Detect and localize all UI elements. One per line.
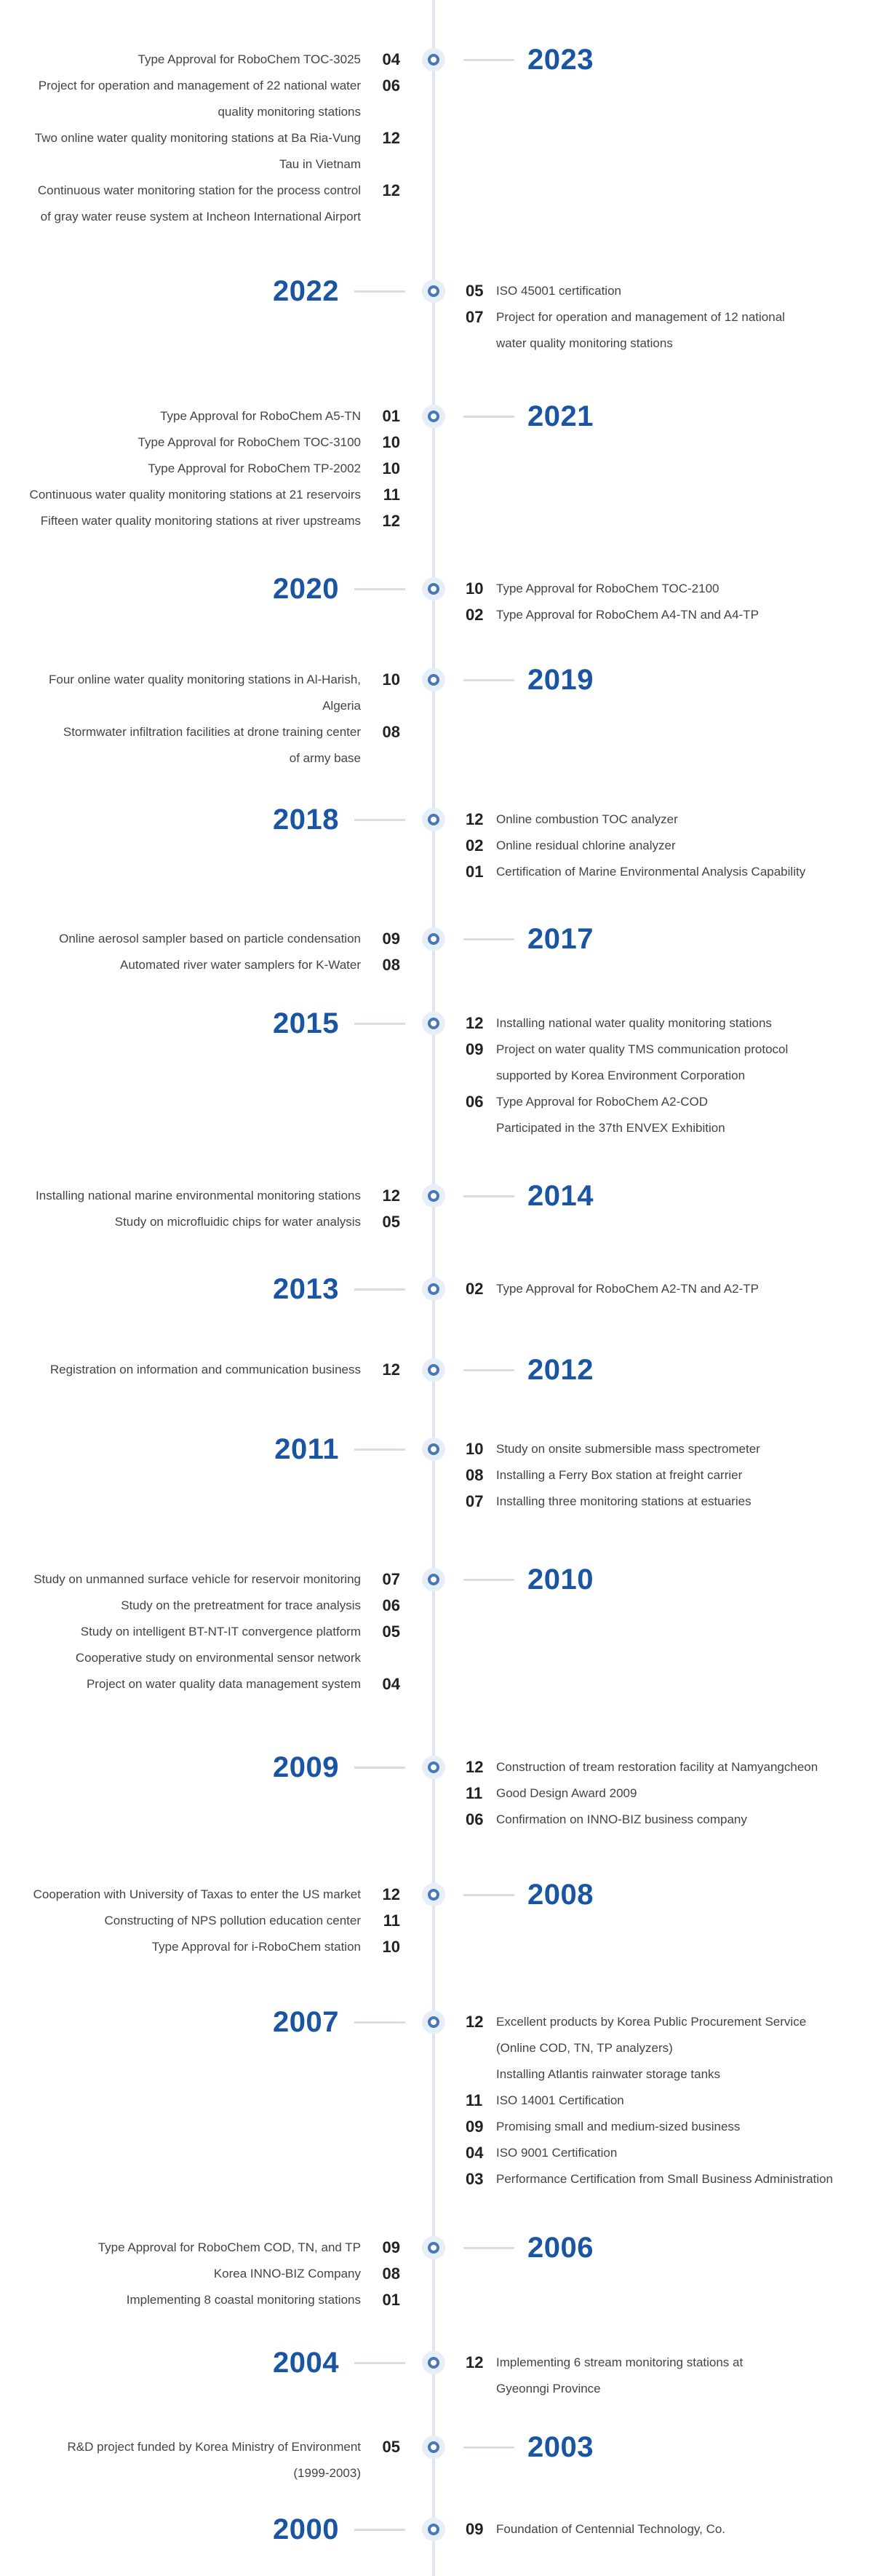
- event-item: [0, 125, 400, 178]
- event-item: [466, 1010, 873, 1037]
- event-text: Implementing 8 coastal monitoring stations: [126, 2293, 361, 2307]
- event-text: Continuous water monitoring station for the process control: [37, 183, 361, 197]
- event-item: [0, 508, 400, 534]
- timeline-dot: [422, 1883, 445, 1906]
- timeline-dot: [422, 927, 445, 951]
- event-text: Project on water quality data management system: [86, 1677, 361, 1691]
- year-label: 2010: [527, 1564, 594, 1596]
- timeline-dot: [422, 1012, 445, 1035]
- event-text: supported by Korea Environment Corporation: [496, 1069, 746, 1082]
- event-text: ISO 9001 Certification: [496, 2146, 618, 2160]
- event-month: 03: [466, 2170, 484, 2188]
- event-item: [466, 807, 873, 833]
- event-text: Type Approval for RoboChem TOC-3025: [137, 52, 361, 66]
- year-label: 2017: [527, 923, 594, 955]
- event-item: [0, 1934, 400, 1960]
- year-label: 2011: [274, 1433, 339, 1465]
- event-text: Construction of tream restoration facility at Namyangcheon: [496, 1760, 818, 1774]
- event-text: Installing national water quality monitoring stations: [496, 1016, 772, 1030]
- event-list: [466, 2516, 873, 2543]
- timeline-connector: [354, 588, 405, 590]
- event-item: [466, 1089, 873, 1141]
- event-month: 11: [466, 2091, 483, 2109]
- event-month: 07: [382, 1570, 400, 1588]
- event-text: Study on unmanned surface vehicle for reservoir monitoring: [33, 1572, 361, 1586]
- event-text: Type Approval for RoboChem A2-COD: [496, 1095, 709, 1109]
- timeline-connector: [463, 59, 514, 61]
- event-item: [0, 2261, 400, 2287]
- timeline-dot: [422, 405, 445, 428]
- event-month: 08: [382, 723, 400, 741]
- timeline-connector: [354, 2529, 405, 2531]
- event-text: Installing Atlantis rainwater storage tanks: [496, 2067, 721, 2081]
- event-text: (Online COD, TN, TP analyzers): [496, 2041, 673, 2055]
- event-month: 01: [382, 407, 400, 425]
- event-month: 09: [466, 1040, 484, 1058]
- event-text: Performance Certification from Small Business Administration: [496, 2172, 833, 2186]
- event-month: 06: [382, 1596, 400, 1614]
- year-label: 2021: [527, 400, 594, 432]
- event-item: [0, 456, 400, 482]
- event-item: [466, 2166, 873, 2192]
- timeline-connector: [354, 290, 405, 293]
- event-item: [0, 2235, 400, 2261]
- event-item: [0, 952, 400, 978]
- year-label: 2004: [273, 2347, 339, 2379]
- year-label: 2006: [527, 2232, 594, 2264]
- event-item: [0, 47, 400, 73]
- timeline-connector: [354, 2362, 405, 2364]
- year-label: 2013: [273, 1273, 339, 1305]
- event-text: ISO 14001 Certification: [496, 2093, 624, 2107]
- timeline-connector: [463, 2247, 514, 2249]
- event-text: Good Design Award 2009: [496, 1786, 637, 1800]
- event-text: Online combustion TOC analyzer: [496, 812, 678, 826]
- event-list: [0, 667, 400, 772]
- event-item: [0, 73, 400, 125]
- event-text: (1999-2003): [293, 2466, 361, 2480]
- event-item: [0, 1593, 400, 1619]
- event-item: [0, 2287, 400, 2313]
- timeline-dot: [422, 2518, 445, 2541]
- event-month: 10: [382, 670, 400, 689]
- event-month: 10: [466, 579, 484, 598]
- event-text: Type Approval for i-RoboChem station: [151, 1940, 361, 1954]
- event-list: [466, 1436, 873, 1515]
- event-list: [0, 1357, 400, 1383]
- event-text: of army base: [289, 751, 361, 765]
- event-month: 12: [466, 810, 484, 828]
- timeline-dot: [422, 2236, 445, 2259]
- event-item: [0, 1619, 400, 1645]
- event-text: Study on microfluidic chips for water analysis: [114, 1215, 361, 1229]
- event-item: [466, 1037, 873, 1089]
- year-label: 2022: [273, 275, 339, 307]
- event-month: 01: [466, 863, 484, 881]
- event-month: 12: [466, 1014, 484, 1032]
- event-text: Korea INNO-BIZ Company: [213, 2267, 361, 2280]
- event-item: [466, 1276, 873, 1302]
- event-item: [0, 1908, 400, 1934]
- event-item: [0, 482, 400, 508]
- event-item: [466, 2009, 873, 2088]
- event-month: 04: [382, 50, 400, 68]
- event-text: Stormwater infiltration facilities at drone training center: [63, 725, 361, 739]
- year-label: 2019: [527, 664, 594, 696]
- event-month: 05: [466, 282, 484, 300]
- event-text: Online aerosol sampler based on particle condensation: [59, 932, 361, 946]
- event-month: 12: [382, 1360, 400, 1379]
- event-text: Type Approval for RoboChem A4-TN and A4-TP: [496, 608, 759, 622]
- event-month: 07: [466, 308, 484, 326]
- event-month: 09: [382, 2238, 400, 2256]
- event-item: [466, 576, 873, 602]
- timeline-connector: [463, 1579, 514, 1581]
- event-item: [466, 2088, 873, 2114]
- event-month: 09: [382, 930, 400, 948]
- event-month: 12: [382, 181, 400, 199]
- event-text: Four online water quality monitoring stations in Al-Harish,: [49, 673, 361, 686]
- year-label: 2014: [527, 1180, 594, 1212]
- event-item: [0, 1566, 400, 1593]
- event-text: Certification of Marine Environmental Analysis Capability: [496, 865, 806, 879]
- timeline-connector: [463, 1369, 514, 1371]
- event-list: [466, 2009, 873, 2192]
- timeline-connector: [463, 2446, 514, 2449]
- event-text: Project for operation and management of 22 national water: [38, 79, 361, 92]
- timeline-dot: [422, 808, 445, 831]
- event-list: [466, 807, 873, 885]
- event-text: Type Approval for RoboChem A5-TN: [160, 409, 361, 423]
- event-text: quality monitoring stations: [218, 105, 361, 119]
- timeline-dot: [422, 2436, 445, 2459]
- event-text: Type Approval for RoboChem TOC-2100: [496, 582, 719, 595]
- year-label: 2023: [527, 44, 594, 76]
- event-text: Participated in the 37th ENVEX Exhibition: [496, 1121, 725, 1135]
- event-text: Tau in Vietnam: [279, 157, 361, 171]
- event-list: [0, 2434, 400, 2486]
- event-text: Type Approval for RoboChem A2-TN and A2-TP: [496, 1282, 759, 1296]
- event-item: [0, 403, 400, 429]
- event-item: [0, 178, 400, 230]
- event-text: Type Approval for RoboChem TOC-3100: [137, 435, 361, 449]
- event-item: [0, 1645, 400, 1671]
- event-month: 04: [382, 1675, 400, 1693]
- event-text: of gray water reuse system at Incheon International Airport: [40, 210, 361, 223]
- event-item: [466, 1489, 873, 1515]
- year-label: 2003: [527, 2431, 594, 2463]
- timeline-dot: [422, 280, 445, 303]
- event-text: Fifteen water quality monitoring stations at river upstreams: [40, 514, 361, 528]
- event-month: 08: [382, 956, 400, 974]
- timeline-dot: [422, 668, 445, 691]
- event-item: [0, 1357, 400, 1383]
- event-list: [466, 1010, 873, 1141]
- event-item: [466, 1462, 873, 1489]
- event-month: 01: [382, 2291, 400, 2309]
- event-item: [466, 2140, 873, 2166]
- event-item: [0, 719, 400, 772]
- event-text: R&D project funded by Korea Ministry of Environment: [67, 2440, 361, 2454]
- event-text: Study on the pretreatment for trace analysis: [121, 1598, 361, 1612]
- event-month: 05: [382, 1622, 400, 1641]
- timeline-connector: [354, 1288, 405, 1291]
- event-list: [0, 1882, 400, 1960]
- event-item: [466, 2114, 873, 2140]
- event-month: 12: [382, 1186, 400, 1205]
- event-item: [466, 833, 873, 859]
- event-month: 08: [382, 2264, 400, 2283]
- event-item: [466, 1807, 873, 1833]
- year-label: 2008: [527, 1879, 594, 1911]
- timeline-dot: [422, 1184, 445, 1208]
- event-text: Foundation of Centennial Technology, Co.: [496, 2522, 726, 2536]
- event-text: Promising small and medium-sized business: [496, 2120, 741, 2133]
- event-item: [0, 926, 400, 952]
- event-month: 10: [466, 1440, 484, 1458]
- event-text: Continuous water quality monitoring stations at 21 reservoirs: [29, 488, 361, 502]
- event-text: Excellent products by Korea Public Procurement Service: [496, 2015, 807, 2029]
- event-text: Confirmation on INNO-BIZ business company: [496, 1812, 747, 1826]
- event-list: [466, 1754, 873, 1833]
- year-label: 2018: [273, 804, 339, 836]
- event-month: 10: [382, 1938, 400, 1956]
- event-month: 04: [466, 2144, 484, 2162]
- event-item: [466, 602, 873, 628]
- year-label: 2009: [273, 1751, 339, 1783]
- timeline-dot: [422, 1438, 445, 1461]
- event-month: 06: [466, 1093, 484, 1111]
- event-text: Gyeonngi Province: [496, 2382, 601, 2395]
- year-label: 2015: [273, 1007, 339, 1039]
- event-month: 12: [382, 1885, 400, 1903]
- event-item: [0, 1183, 400, 1209]
- event-item: [0, 1209, 400, 1235]
- event-month: 12: [466, 1758, 484, 1776]
- event-month: 02: [466, 836, 484, 855]
- year-label: 2007: [273, 2006, 339, 2038]
- timeline-connector: [463, 416, 514, 418]
- event-list: [466, 1276, 873, 1302]
- event-list: [0, 1183, 400, 1235]
- event-month: 10: [382, 459, 400, 477]
- event-text: Type Approval for RoboChem TP-2002: [148, 461, 361, 475]
- event-list: [0, 1566, 400, 1697]
- timeline-dot: [422, 577, 445, 601]
- event-month: 11: [383, 486, 400, 504]
- event-month: 12: [466, 2353, 484, 2371]
- event-item: [0, 1882, 400, 1908]
- event-month: 06: [382, 76, 400, 95]
- timeline-dot: [422, 1277, 445, 1301]
- event-month: 12: [382, 129, 400, 147]
- event-list: [0, 2235, 400, 2313]
- event-month: 06: [466, 1810, 484, 1828]
- event-text: Study on intelligent BT-NT-IT convergence platform: [80, 1625, 361, 1638]
- year-label: 2020: [273, 573, 339, 605]
- event-month: 08: [466, 1466, 484, 1484]
- event-month: 09: [466, 2117, 484, 2136]
- event-month: 10: [382, 433, 400, 451]
- event-text: Study on onsite submersible mass spectrometer: [496, 1442, 760, 1456]
- event-text: Implementing 6 stream monitoring stations at: [496, 2355, 744, 2369]
- event-text: water quality monitoring stations: [496, 336, 673, 350]
- event-text: Registration on information and communication business: [49, 1363, 361, 1376]
- event-month: 05: [382, 2438, 400, 2456]
- timeline-dot: [422, 48, 445, 71]
- event-month: 11: [383, 1911, 400, 1930]
- event-text: Cooperation with University of Taxas to enter the US market: [33, 1887, 361, 1901]
- event-text: Project on water quality TMS communication protocol: [496, 1042, 789, 1056]
- event-text: ISO 45001 certification: [496, 284, 621, 298]
- timeline-connector: [463, 679, 514, 681]
- year-label: 2000: [273, 2513, 339, 2545]
- event-text: Algeria: [322, 699, 361, 713]
- event-month: 07: [466, 1492, 484, 1510]
- timeline-connector: [463, 1195, 514, 1197]
- event-item: [466, 1436, 873, 1462]
- event-text: Online residual chlorine analyzer: [496, 839, 676, 852]
- event-item: [0, 429, 400, 456]
- event-item: [0, 667, 400, 719]
- event-list: [0, 47, 400, 230]
- event-list: [0, 403, 400, 534]
- timeline-dot: [422, 1358, 445, 1382]
- event-list: [466, 2350, 873, 2402]
- event-text: Cooperative study on environmental sensor network: [75, 1651, 361, 1665]
- event-text: Type Approval for RoboChem COD, TN, and TP: [97, 2240, 361, 2254]
- timeline-connector: [354, 1023, 405, 1025]
- event-text: Installing national marine environmental monitoring stations: [36, 1189, 361, 1202]
- event-text: Installing three monitoring stations at estuaries: [496, 1494, 752, 1508]
- timeline-dot: [422, 1568, 445, 1591]
- timeline-connector: [354, 1767, 405, 1769]
- year-label: 2012: [527, 1354, 594, 1386]
- timeline-connector: [463, 938, 514, 940]
- event-month: 05: [382, 1213, 400, 1231]
- event-month: 12: [466, 2013, 484, 2031]
- event-list: [466, 278, 873, 357]
- timeline-connector: [463, 1894, 514, 1896]
- event-text: Two online water quality monitoring stations at Ba Ria-Vung: [34, 131, 361, 145]
- event-item: [466, 278, 873, 304]
- event-item: [466, 859, 873, 885]
- timeline-dot: [422, 2351, 445, 2374]
- event-text: Installing a Ferry Box station at freight carrier: [496, 1468, 743, 1482]
- event-item: [466, 1754, 873, 1780]
- event-month: 02: [466, 1280, 484, 1298]
- event-item: [466, 2350, 873, 2402]
- event-month: 11: [466, 1784, 483, 1802]
- event-item: [0, 2434, 400, 2486]
- event-month: 12: [382, 512, 400, 530]
- event-month: 02: [466, 606, 484, 624]
- event-list: [466, 576, 873, 628]
- timeline-dot: [422, 2010, 445, 2034]
- timeline-connector: [354, 819, 405, 821]
- timeline-dot: [422, 1756, 445, 1779]
- timeline-connector: [354, 2021, 405, 2024]
- event-list: [0, 926, 400, 978]
- event-item: [466, 1780, 873, 1807]
- event-text: Constructing of NPS pollution education center: [104, 1914, 361, 1927]
- timeline-connector: [354, 1448, 405, 1451]
- event-text: Automated river water samplers for K-Water: [120, 958, 361, 972]
- event-item: [0, 1671, 400, 1697]
- event-month: 09: [466, 2520, 484, 2538]
- event-text: Project for operation and management of 12 national: [496, 310, 785, 324]
- event-item: [466, 2516, 873, 2543]
- event-item: [466, 304, 873, 357]
